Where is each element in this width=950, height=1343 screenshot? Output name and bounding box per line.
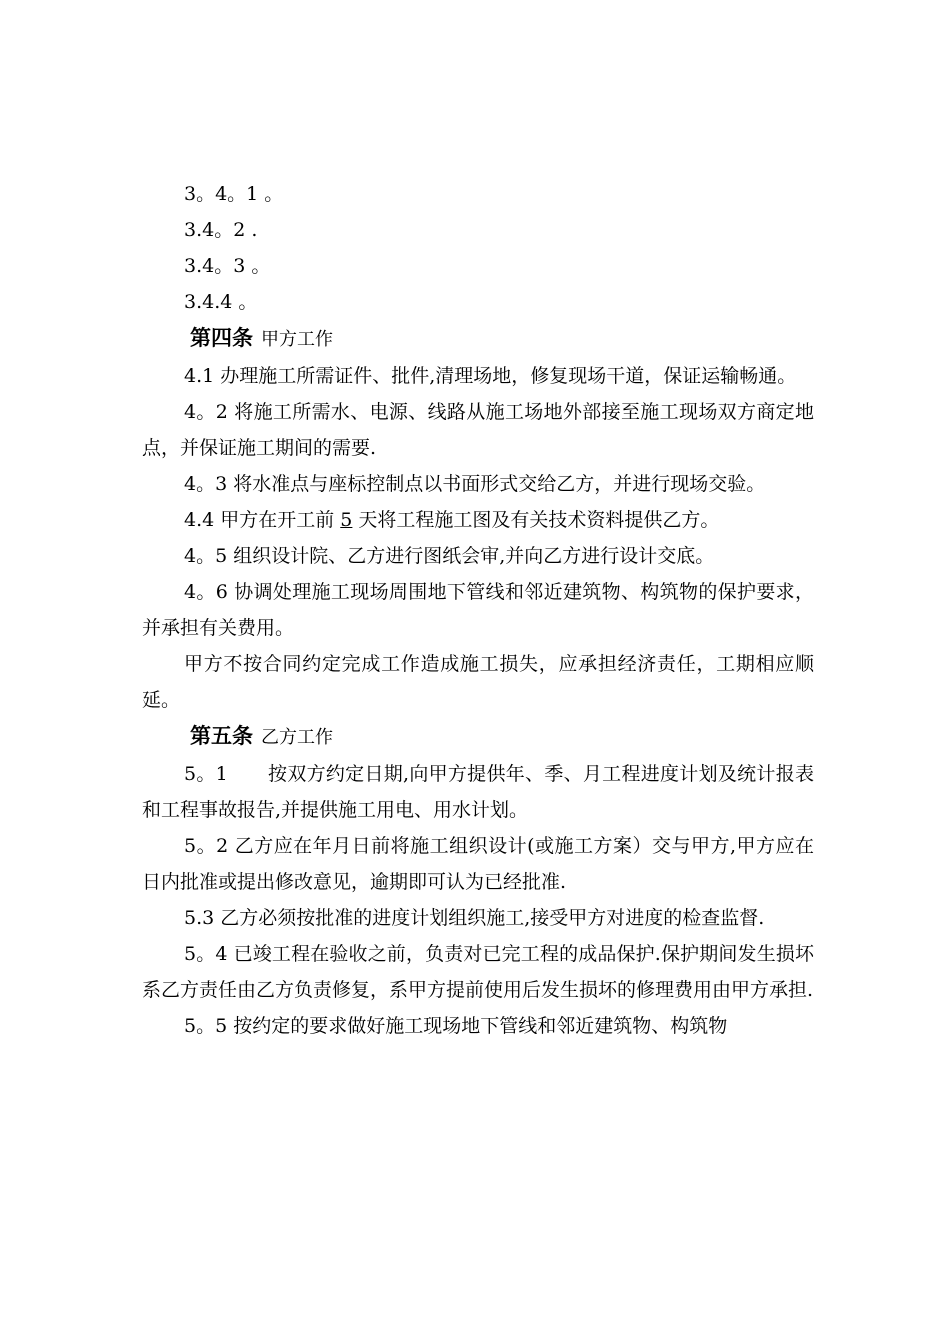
clause-5-2: 5。2 乙方应在年月日前将施工组织设计(或施工方案）交与甲方,甲方应在日内批准或提出修改意见，逾期即可认为已经批准. bbox=[142, 835, 814, 893]
article-4-subtitle: 甲方工作 bbox=[261, 329, 333, 350]
clause-5-1-number: 5。1 bbox=[184, 763, 228, 785]
article-4-heading bbox=[142, 320, 814, 358]
clause-3-4-4: 3.4.4 。 bbox=[184, 291, 258, 313]
article-5-heading bbox=[142, 718, 814, 756]
clause-5-1 bbox=[142, 756, 814, 828]
clause-3-4-3: 3.4。3 。 bbox=[184, 255, 271, 277]
clause-4-3: 4。3 将水准点与座标控制点以书面形式交给乙方，并进行现场交验。 bbox=[184, 473, 766, 495]
clause-4-1: 4.1 办理施工所需证件、批件,清理场地，修复现场干道，保证运输畅通。 bbox=[184, 365, 797, 387]
clause-4-4-tail: 天将工程施工图及有关技术资料提供乙方。 bbox=[352, 509, 720, 531]
article-4-title: 第四条 bbox=[190, 326, 253, 350]
clause-5-1-text: 按双方约定日期,向甲方提供年、季、月工程进度计划及统计报表和工程事故报告,并提供施工用电、用水计划。 bbox=[142, 763, 814, 821]
clause-4-4-lead: 4.4 甲方在开工前 bbox=[184, 509, 341, 531]
document-page bbox=[142, 176, 814, 1044]
article-5-title: 第五条 bbox=[190, 724, 253, 748]
clause-4-2: 4。2 将施工所需水、电源、线路从施工场地外部接至施工现场双方商定地点，并保证施工期间的需要. bbox=[142, 401, 814, 459]
clause-3-4-2: 3.4。2 . bbox=[184, 219, 258, 241]
clause-4-5: 4。5 组织设计院、乙方进行图纸会审,并向乙方进行设计交底。 bbox=[184, 545, 715, 567]
article-4-liability: 甲方不按合同约定完成工作造成施工损失，应承担经济责任，工期相应顺延。 bbox=[142, 653, 814, 711]
clause-3-4-1: 3。4。1 。 bbox=[184, 183, 284, 205]
clause-4-4 bbox=[142, 502, 814, 538]
clause-5-3: 5.3 乙方必须按批准的进度计划组织施工,接受甲方对进度的检查监督. bbox=[184, 907, 765, 929]
clause-5-4: 5。4 已竣工程在验收之前，负责对已完工程的成品保护.保护期间发生损坏系乙方责任由乙方负责修复，系甲方提前使用后发生损坏的修理费用由甲方承担. bbox=[142, 943, 814, 1001]
article-5-subtitle: 乙方工作 bbox=[261, 727, 333, 748]
clause-5-5: 5。5 按约定的要求做好施工现场地下管线和邻近建筑物、构筑物 bbox=[184, 1015, 728, 1037]
clause-4-6: 4。6 协调处理施工现场周围地下管线和邻近建筑物、构筑物的保护要求，并承担有关费用。 bbox=[142, 581, 814, 639]
clause-4-4-days: 5 bbox=[340, 509, 353, 531]
